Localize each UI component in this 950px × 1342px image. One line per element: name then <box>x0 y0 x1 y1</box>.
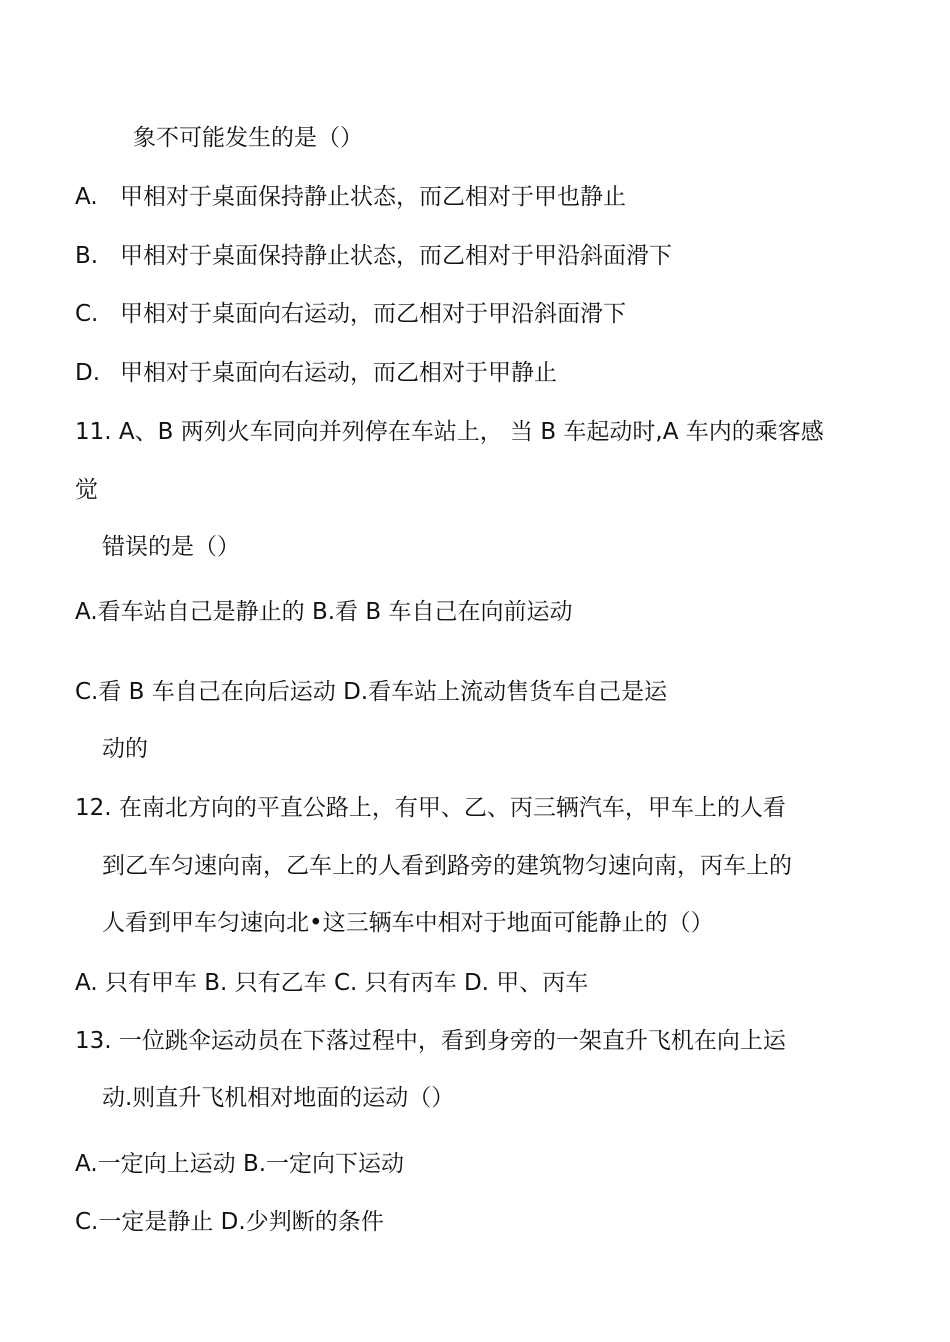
q10-option-d-key: D. <box>75 360 101 386</box>
q11-stem-line-2: 觉 <box>75 477 98 503</box>
q11-options-cd-cont: 动的 <box>102 736 148 762</box>
q11-options-cd: C.看 B 车自己在向后运动 D.看车站上流动售货车自己是运 <box>75 679 668 705</box>
q12-stem-line-2: 到乙车匀速向南，乙车上的人看到路旁的建筑物匀速向南，丙车上的 <box>102 853 792 879</box>
q10-option-c-text: 甲相对于桌面向右运动，而乙相对于甲沿斜面滑下 <box>120 301 626 327</box>
q13-options-cd: C.一定是静止 D.少判断的条件 <box>75 1209 384 1235</box>
q10-continuation: 象不可能发生的是（） <box>133 125 363 151</box>
q12-options: A. 只有甲车 B. 只有乙车 C. 只有丙车 D. 甲、丙车 <box>75 970 589 996</box>
q10-option-a-text: 甲相对于桌面保持静止状态，而乙相对于甲也静止 <box>120 184 626 210</box>
q10-option-d-text: 甲相对于桌面向右运动，而乙相对于甲静止 <box>120 360 557 386</box>
q12-stem-line-1: 12. 在南北方向的平直公路上，有甲、乙、丙三辆汽车，甲车上的人看 <box>75 795 786 821</box>
q13-stem-line-2: 动.则直升飞机相对地面的运动（） <box>102 1085 455 1111</box>
q13-options-ab: A.一定向上运动 B.一定向下运动 <box>75 1151 405 1177</box>
q11-options-ab: A.看车站自己是静止的 B.看 B 车自己在向前运动 <box>75 599 573 625</box>
q10-option-c-key: C. <box>75 301 99 327</box>
q10-option-a-key: A. <box>75 184 98 210</box>
q11-stem-line-3: 错误的是（） <box>102 534 240 560</box>
q11-stem-line-1: 11. A、B 两列火车同向并列停在车站上， 当 B 车起动时,A 车内的乘客感 <box>75 419 824 445</box>
q12-stem-line-3: 人看到甲车匀速向北•这三辆车中相对于地面可能静止的（） <box>102 910 714 936</box>
q10-option-b-key: B. <box>75 243 99 269</box>
q13-stem-line-1: 13. 一位跳伞运动员在下落过程中，看到身旁的一架直升飞机在向上运 <box>75 1028 786 1054</box>
q10-option-b-text: 甲相对于桌面保持静止状态，而乙相对于甲沿斜面滑下 <box>120 243 672 269</box>
